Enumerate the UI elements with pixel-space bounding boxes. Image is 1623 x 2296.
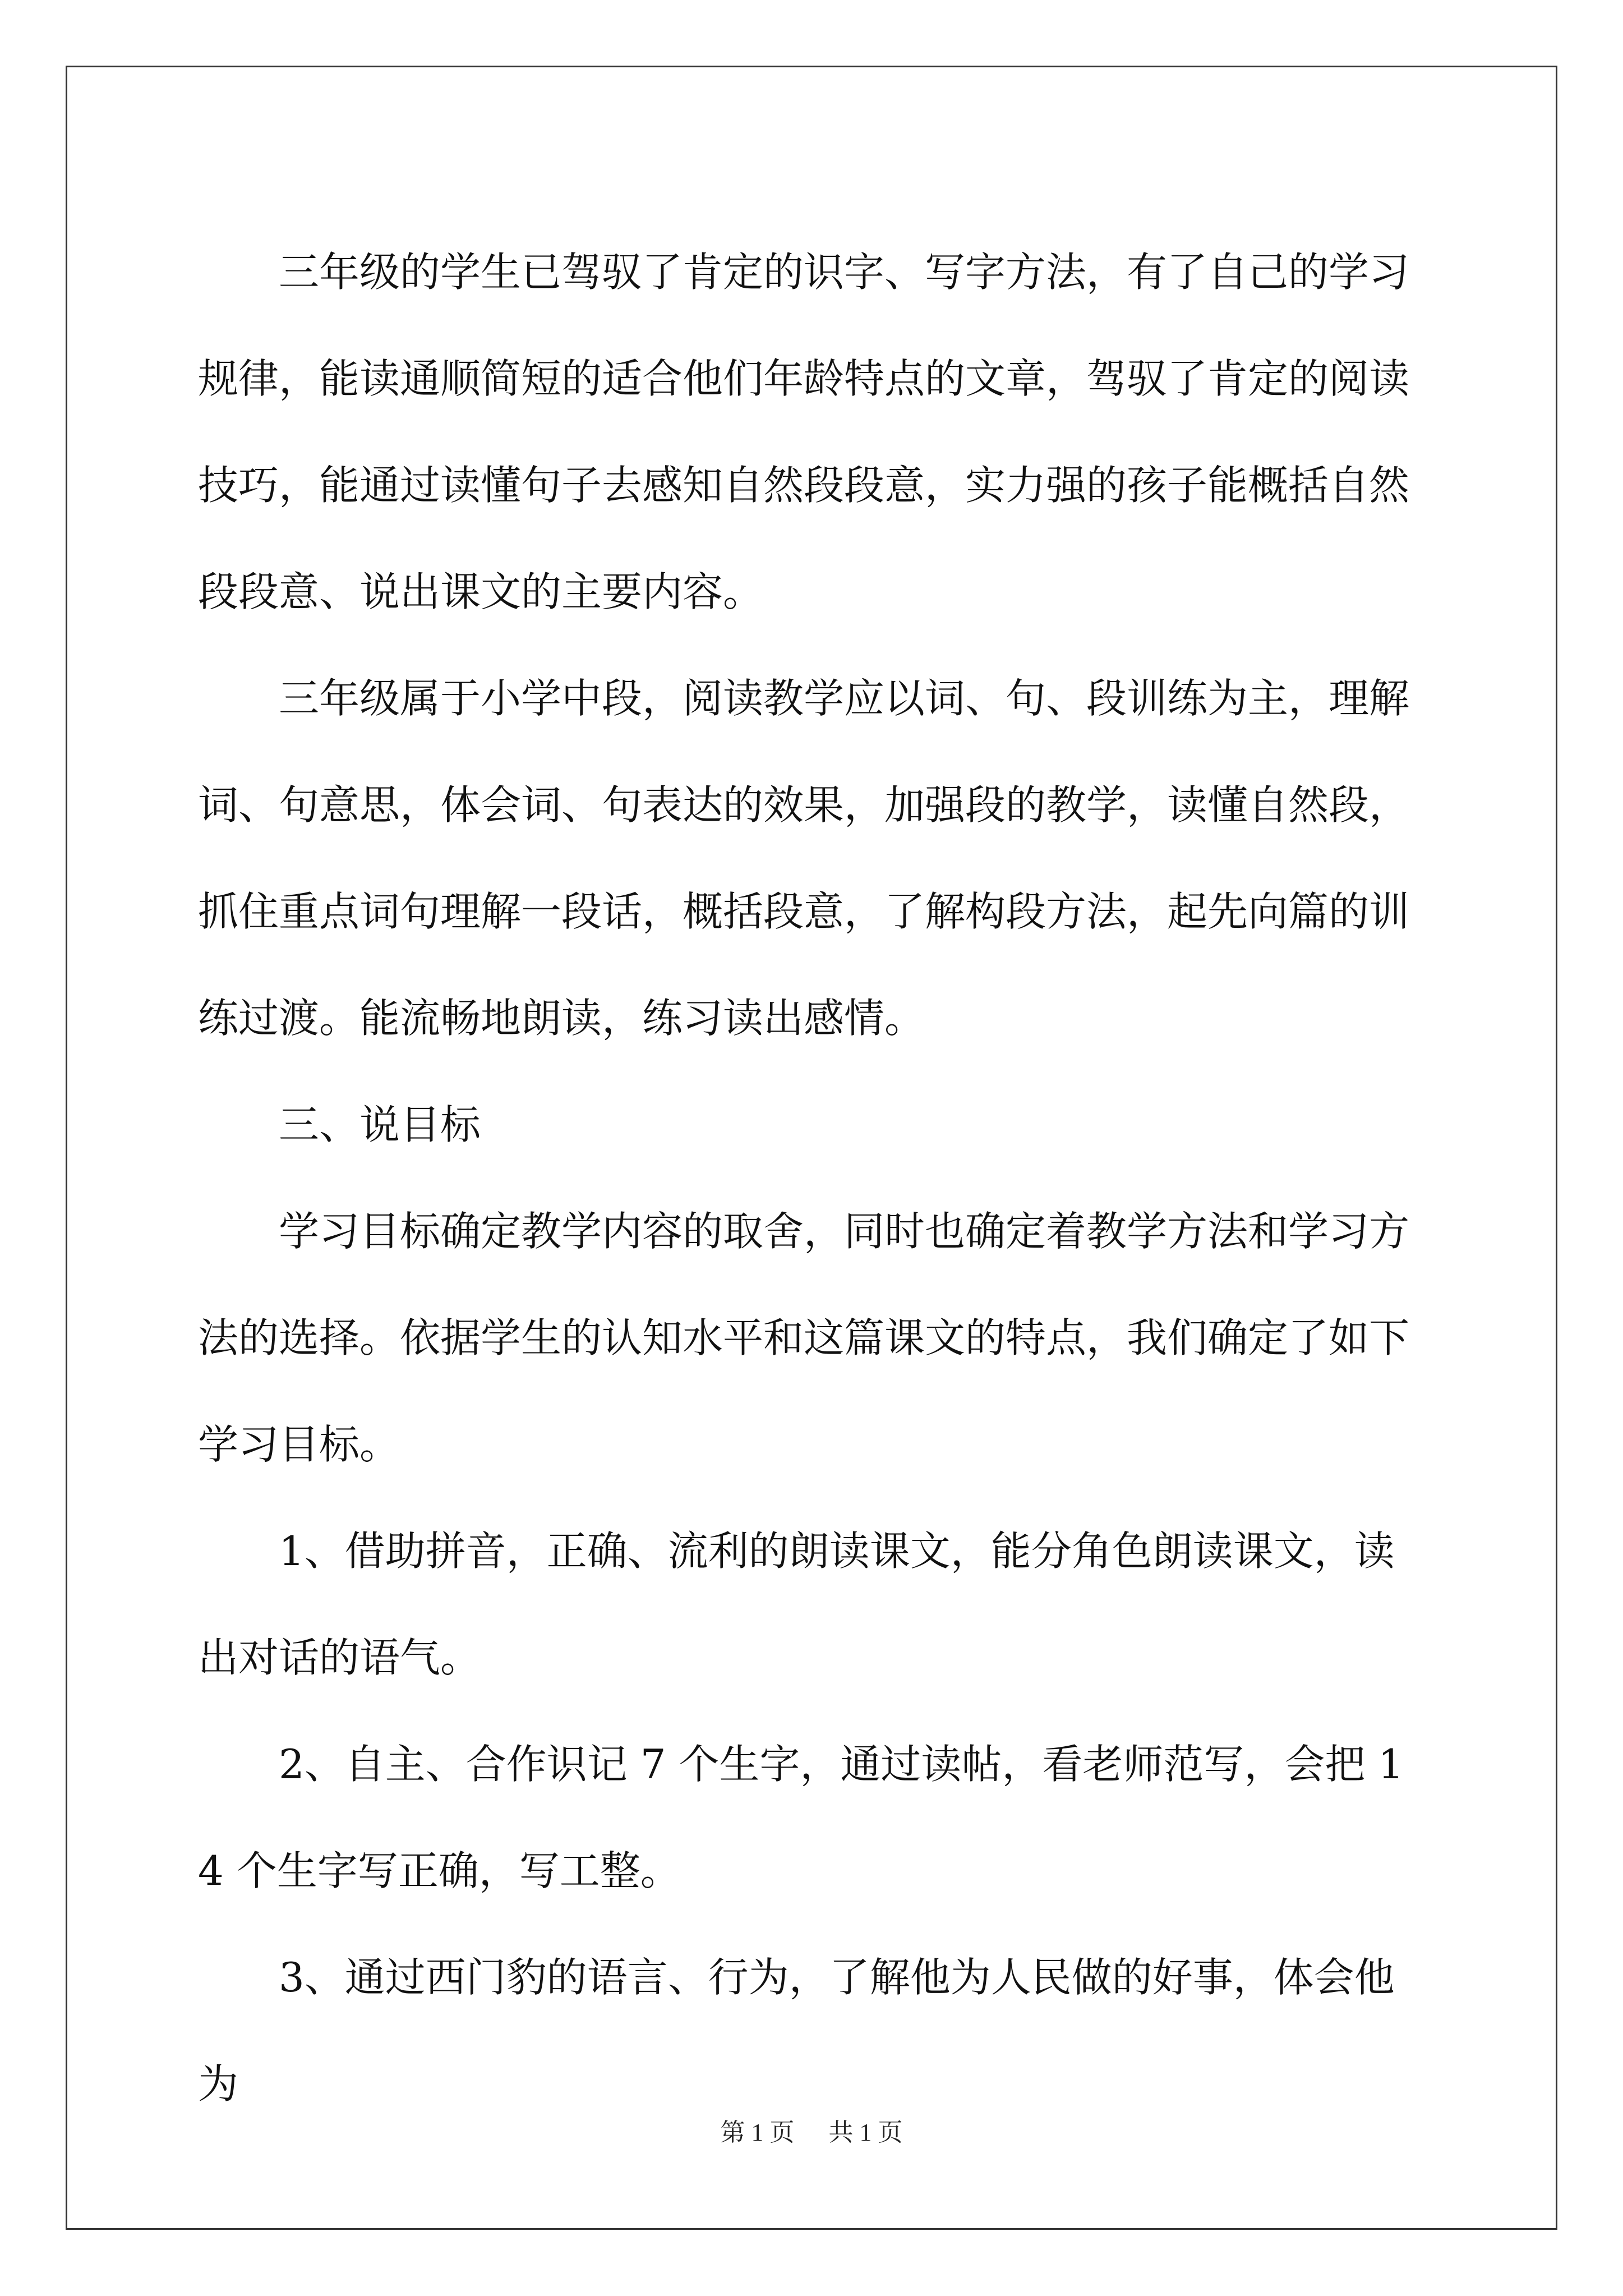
document-body xyxy=(198,219,1429,2137)
paragraph-2: 三年级属于小学中段，阅读教学应以词、句、段训练为主，理解词、句意思，体会词、句表达的效果，加强段的教学，读懂自然段，抓住重点词句理解一段话，概括段意，了解构段方法，起先向篇的训练过渡。能流畅地朗读，练习读出感情。 xyxy=(198,675,1410,1042)
page-number-total: 共 1 页 xyxy=(828,2119,903,2146)
paragraph-1: 三年级的学生已驾驭了肯定的识字、写字方法，有了自己的学习规律，能读通顺简短的适合他们年龄特点的文章，驾驭了肯定的阅读技巧，能通过读懂句子去感知自然段段意，实力强的孩子能概括自然段段意、说出课文的主要内容。 xyxy=(198,249,1410,615)
list-item-3: 3、通过西门豹的语言、行为，了解他为人民做的好事，体会他为 xyxy=(198,1954,1395,2108)
paragraph-3: 学习目标确定教学内容的取舍，同时也确定着教学方法和学习方法的选择。依据学生的认知水平和这篇课文的特点，我们确定了如下学习目标。 xyxy=(198,1208,1410,1468)
list-item-1: 1、借助拼音，正确、流利的朗读课文，能分角色朗读课文，读出对话的语气。 xyxy=(198,1527,1395,1681)
page-footer xyxy=(0,2116,1623,2150)
page-number-current: 第 1 页 xyxy=(720,2119,795,2146)
section-heading: 三、说目标 xyxy=(279,1101,481,1148)
list-item-2: 2、自主、合作识记 7 个生字，通过读帖，看老师范写，会把 14 个生字写正确，写工整。 xyxy=(198,1741,1404,1894)
